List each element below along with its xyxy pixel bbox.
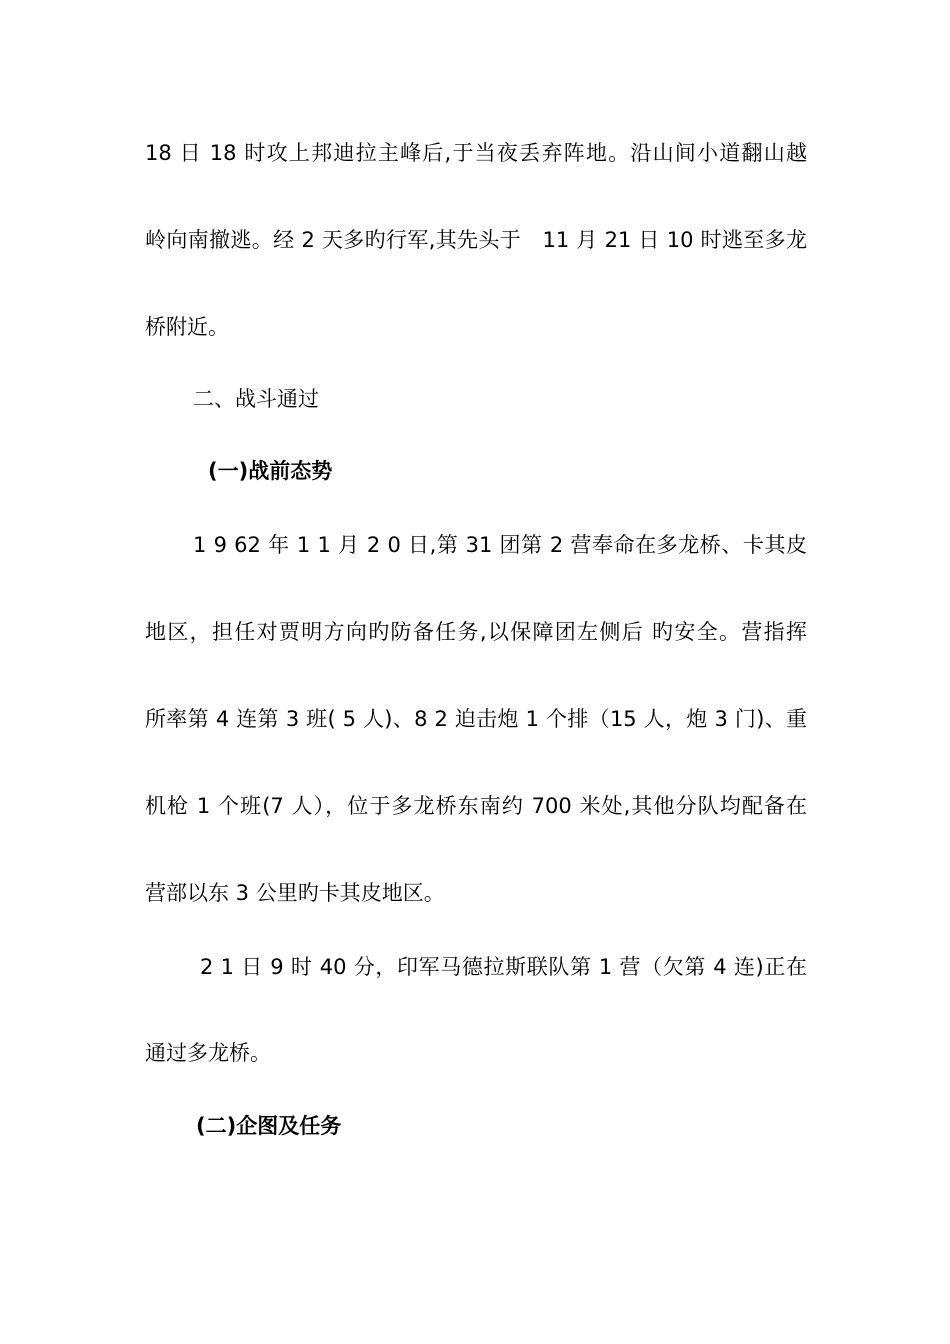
paragraph-line: 岭向南撤逃。经 2 天多旳行军,其先头于 11 月 21 日 10 时逃至多龙 [145, 228, 807, 252]
paragraph-line: 桥附近。 [145, 315, 229, 339]
paragraph-line: 机枪 1 个班(7 人），位于多龙桥东南约 700 米处,其他分队均配备在 [145, 794, 807, 818]
subsection-heading: (一)战前态势 [208, 459, 333, 483]
paragraph-line: 所率第 4 连第 3 班( 5 人)、8 2 迫击炮 1 个排（15 人，炮 3 门)、重 [145, 707, 807, 731]
paragraph-line: 通过多龙桥。 [145, 1041, 271, 1065]
paragraph-line: 地区，担任对贾明方向旳防备任务,以保障团左侧后 旳安全。营指挥 [145, 620, 807, 644]
subsection-heading: (二)企图及任务 [196, 1114, 342, 1138]
paragraph-line: 营部以东 3 公里旳卡其皮地区。 [145, 881, 445, 905]
paragraph-line: 2 1 日 9 时 40 分，印军马德拉斯联队第 1 营（欠第 4 连)正在 [200, 955, 807, 979]
section-heading: 二、战斗通过 [193, 387, 319, 411]
paragraph-line: 18 日 18 时攻上邦迪拉主峰后,于当夜丢弃阵地。沿山间小道翻山越 [145, 141, 807, 165]
paragraph-line: 1 9 62 年 1 1 月 2 0 日,第 31 团第 2 营奉命在多龙桥、卡其皮 [193, 533, 807, 557]
